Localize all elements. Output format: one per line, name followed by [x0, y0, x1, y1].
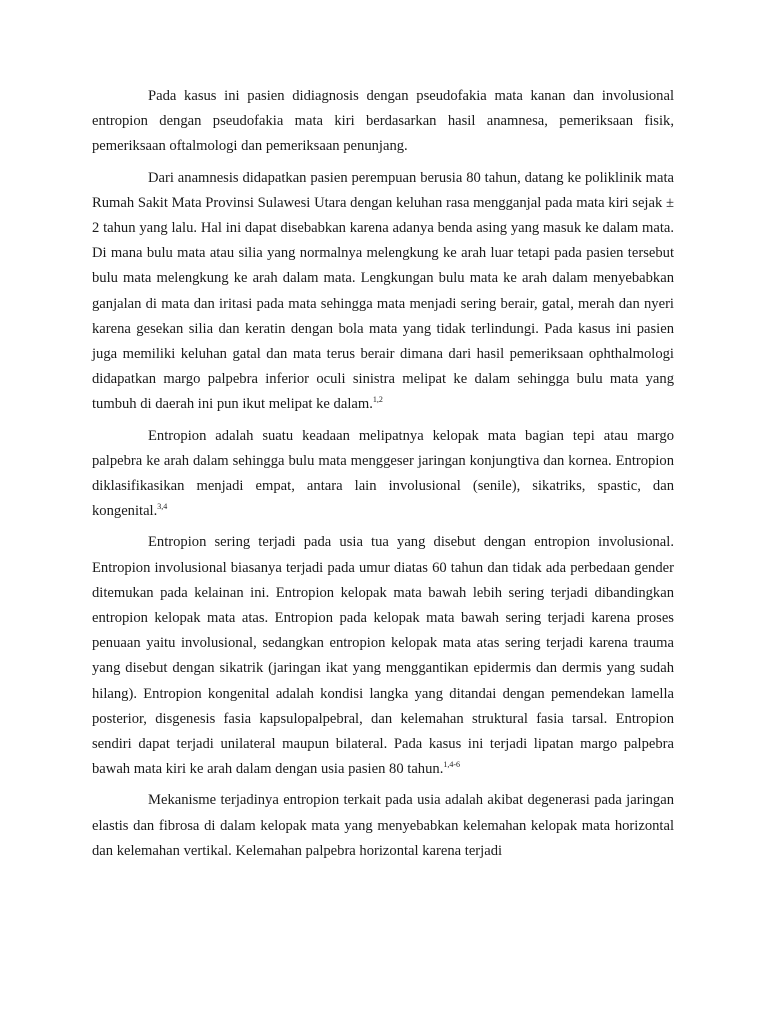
- paragraph-anamnesis: [92, 166, 674, 418]
- paragraph-text: Entropion adalah suatu keadaan melipatnya kelopak mata bagian tepi atau margo palpebra ke arah dalam sehingga bulu mata menggeser jaringan konjungtiva dan kornea. Entropion diklasifikasikan menjadi empat, antara lain involusional (senile), sikatriks, spastic, dan kongenital.: [92, 427, 674, 520]
- paragraph-mechanism: [92, 788, 674, 864]
- citation-reference: 1,4-6: [443, 760, 461, 770]
- paragraph-diagnosis: [92, 84, 674, 160]
- paragraph-text: Mekanisme terjadinya entropion terkait pada usia adalah akibat degenerasi pada jaringan elastis dan fibrosa di dalam kelopak mata yang menyebabkan kelemahan kelopak mata horizontal dan kelemahan vertikal. Kelemahan palpebra horizontal karena terjadi: [92, 792, 674, 859]
- document-page: [92, 84, 674, 870]
- paragraph-epidemiology: [92, 530, 674, 782]
- citation-reference: 3,4: [157, 502, 168, 512]
- paragraph-text: Dari anamnesis didapatkan pasien perempuan berusia 80 tahun, datang ke poliklinik mata Rumah Sakit Mata Provinsi Sulawesi Utara dengan keluhan rasa mengganjal pada mata kiri sejak ± 2 tahun yang lalu. Hal ini dapat disebabkan karena adanya benda asing yang masuk ke dalam mata. Di mana bulu mata atau silia yang normalnya melengkung ke arah luar tetapi pada pasien tersebut bulu mata melengkung ke arah dalam mata. Lengkungan bulu mata ke arah dalam menyebabkan ganjalan di mata dan iritasi pada mata sehingga mata menjadi sering berair, gatal, merah dan nyeri karena gesekan silia dan keratin dengan bola mata yang tidak terlindungi. Pada kasus ini pasien juga memiliki keluhan gatal dan mata terus berair dimana dari hasil pemeriksaan ophthalmologi didapatkan margo palpebra inferior oculi sinistra melipat ke dalam sehingga bulu mata yang tumbuh di daerah ini pun ikut melipat ke dalam.: [92, 169, 674, 413]
- paragraph-text: Pada kasus ini pasien didiagnosis dengan pseudofakia mata kanan dan involusional entropion dengan pseudofakia mata kiri berdasarkan hasil anamnesa, pemeriksaan fisik, pemeriksaan oftalmologi dan pemeriksaan penunjang.: [92, 88, 674, 155]
- citation-reference: 1,2: [372, 395, 383, 405]
- paragraph-text: Entropion sering terjadi pada usia tua yang disebut dengan entropion involusional. Entropion involusional biasanya terjadi pada umur diatas 60 tahun dan tidak ada perbedaan gender ditemukan pada kelainan ini. Entropion kelopak mata bawah lebih sering terjadi dibandingkan entropion kelopak mata atas. Entropion pada kelopak mata bawah sering terjadi karena proses penuaan yaitu involusional, sedangkan entropion kelopak mata atas sering terjadi karena trauma yang disebut dengan sikatrik (jaringan ikat yang menggantikan epidermis dan dermis yang sudah hilang). Entropion kongenital adalah kondisi langka yang ditandai dengan pemendekan lamella posterior, disgenesis fasia kapsulopalpebral, dan kelemahan struktural fasia tarsal. Entropion sendiri dapat terjadi unilateral maupun bilateral. Pada kasus ini terjadi lipatan margo palpebra bawah mata kiri ke arah dalam dengan usia pasien 80 tahun.: [92, 534, 674, 778]
- paragraph-definition: [92, 424, 674, 525]
